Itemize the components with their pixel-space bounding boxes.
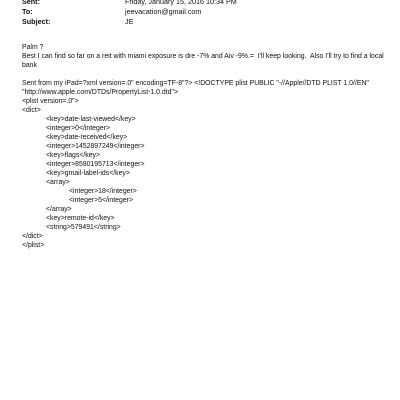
header-row-sent (22, 0, 382, 7)
array-item-2: <integer>5</integer> (69, 197, 133, 204)
email-header (22, 0, 382, 27)
key-flags: <key>flags</key> (46, 152, 101, 159)
array-close: </array> (46, 206, 72, 213)
value-flags: <integer>8590195713</integer> (46, 161, 145, 168)
key-date-received: <key>date-received</key> (46, 134, 128, 141)
to-value[interactable]: jeevacation@gmail.com (125, 7, 202, 16)
subject-value: JE (125, 17, 134, 26)
dict-close: </dict> (22, 233, 43, 240)
value-date-received: <integer>1452897249</integer> (46, 143, 145, 150)
value-remote-id: <string>579491</string> (46, 224, 121, 231)
greeting-line: Palm ? (22, 44, 44, 51)
sent-from-line-2: "http://www.apple.com/DTDs/PropertyList-1.0.dtd"> (22, 89, 178, 96)
spacer (22, 70, 382, 79)
sent-value: Friday, January 15, 2016 10:34 PM (125, 0, 237, 6)
dict-open: <dict> (22, 107, 41, 114)
array-open: <array> (46, 179, 70, 186)
subject-label: Subject: (22, 17, 51, 26)
header-row-subject (22, 17, 382, 27)
key-gmail-label-ids: <key>gmail-label-ids</key> (46, 170, 130, 177)
key-date-last-viewed: <key>date-last-viewed</key> (46, 116, 136, 123)
message-line-2: bank (22, 62, 37, 69)
value-date-last-viewed: <integer>0</integer> (46, 125, 110, 132)
plist-close: </plist> (22, 242, 45, 249)
plist-open: <plist version=.0"> (22, 98, 79, 105)
header-row-to (22, 7, 382, 17)
message-line-1: Best I can find so far on a reit with miami exposure is dre -7% and Aiv -9%.= I'll keep looking. Also I'll try to find a local (22, 53, 384, 60)
sent-from-line-1: Sent from my iPad=?xml version=.0" encoding=TF-8"?> <!DOCTYPE plist PUBLIC "-//Apple//DTD PLIST 1.0//EN" (22, 80, 369, 87)
to-label: To: (22, 7, 33, 16)
key-remote-id: <key>remote-id</key> (46, 215, 115, 222)
sent-label: Sent: (22, 0, 40, 6)
email-body (22, 43, 382, 250)
array-item-1: <integer>18</integer> (69, 188, 137, 195)
